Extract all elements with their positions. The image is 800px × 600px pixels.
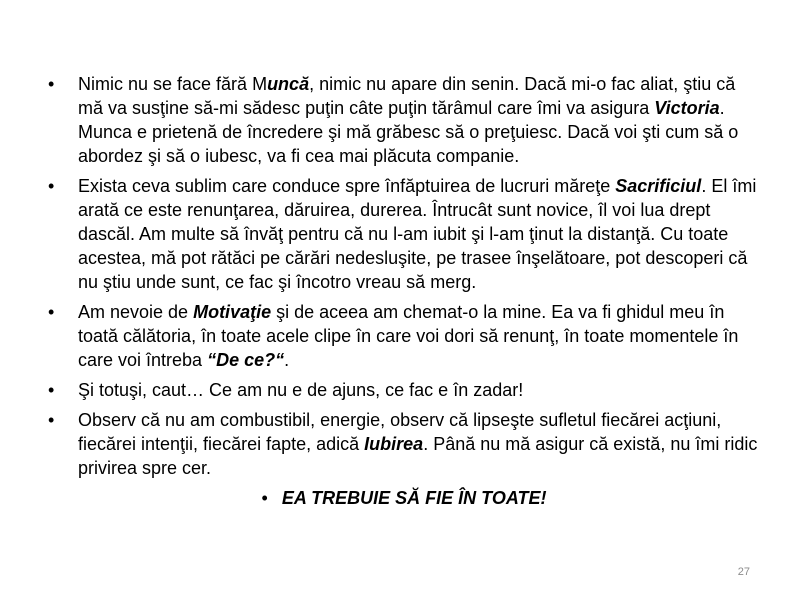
keyword-munca: uncă: [267, 74, 310, 94]
keyword-iubirea: Iubirea: [364, 434, 424, 454]
bullet-text-segment: . Până nu mă asigur că există, nu îmi ridic privirea spre cer.: [78, 434, 758, 478]
bullet-text-segment: Exista ceva sublim care conduce spre înfăptuirea de lucruri măreţe: [78, 176, 616, 196]
bullet-item-sacrificiul: [48, 174, 760, 294]
page-number: 27: [737, 566, 750, 578]
bullet-text-segment: Am nevoie de: [78, 302, 194, 322]
bullet-icon: •: [48, 176, 55, 196]
bullet-item-motivatie: [48, 300, 760, 372]
keyword-motivatie: Motivaţie: [193, 302, 272, 322]
bullet-text-segment: Observ că nu am combustibil, energie, observ că lipseşte sufletul fiecărei acţiuni, fiecărei intenţii, fiecărei fapte, adică: [78, 410, 722, 454]
bullet-icon: •: [261, 488, 268, 508]
bullet-text-segment: . Munca e prietenă de încredere şi mă grăbesc să o preţuiesc. Dacă voi şti cum să o abordez şi să o iubesc, va fi cea mai plăcuta companie.: [78, 98, 739, 166]
bullet-text-segment: .: [284, 350, 290, 370]
keyword-sacrificiul: Sacrificiul: [615, 176, 702, 196]
bullet-text-segment: şi de aceea am chemat-o la mine. Ea va fi ghidul meu în toată călătoria, în toate acele clipe în care voi dori să renunţ, în toate momentele în care voi întreba: [78, 302, 739, 370]
bullet-item-munca: [48, 72, 760, 168]
bullet-text-segment: Şi totuşi, caut… Ce am nu e de ajuns, ce fac e în zadar!: [78, 380, 524, 400]
closing-statement: [48, 486, 760, 510]
bullet-item-iubirea: [48, 408, 760, 480]
closing-text: EA TREBUIE SĂ FIE ÎN TOATE!: [281, 488, 547, 508]
bullet-text-segment: . El îmi arată ce este renunţarea, dăruirea, durerea. Întrucât sunt novice, îl voi lua drept dascăl. Am multe să învăţ pentru că nu l-am iubit şi l-am ţinut la distanţă. Cu toate acestea, mă pot rătăci pe cărări nedesluşite, pe trasee înşelătoare, pot descoperi că nu ştiu unde sunt, ce fac şi încotro vreau să merg.: [78, 176, 757, 292]
keyword-victoria: Victoria: [654, 98, 720, 118]
bullet-icon: •: [48, 74, 55, 94]
bullet-icon: •: [48, 302, 55, 322]
bullet-icon: •: [48, 410, 55, 430]
bullet-item-totusi: [48, 378, 760, 402]
bullet-icon: •: [48, 380, 55, 400]
bullet-text-segment: Nimic nu se face fără M: [78, 74, 268, 94]
keyword-de-ce: “De ce?“: [207, 350, 285, 370]
bullet-text-segment: , nimic nu apare din senin. Dacă mi-o fac aliat, ştiu că mă va susţine să-mi sădesc puţin câte puţin tărâmul care îmi va asigura: [78, 74, 736, 118]
bullet-list: [48, 72, 760, 516]
